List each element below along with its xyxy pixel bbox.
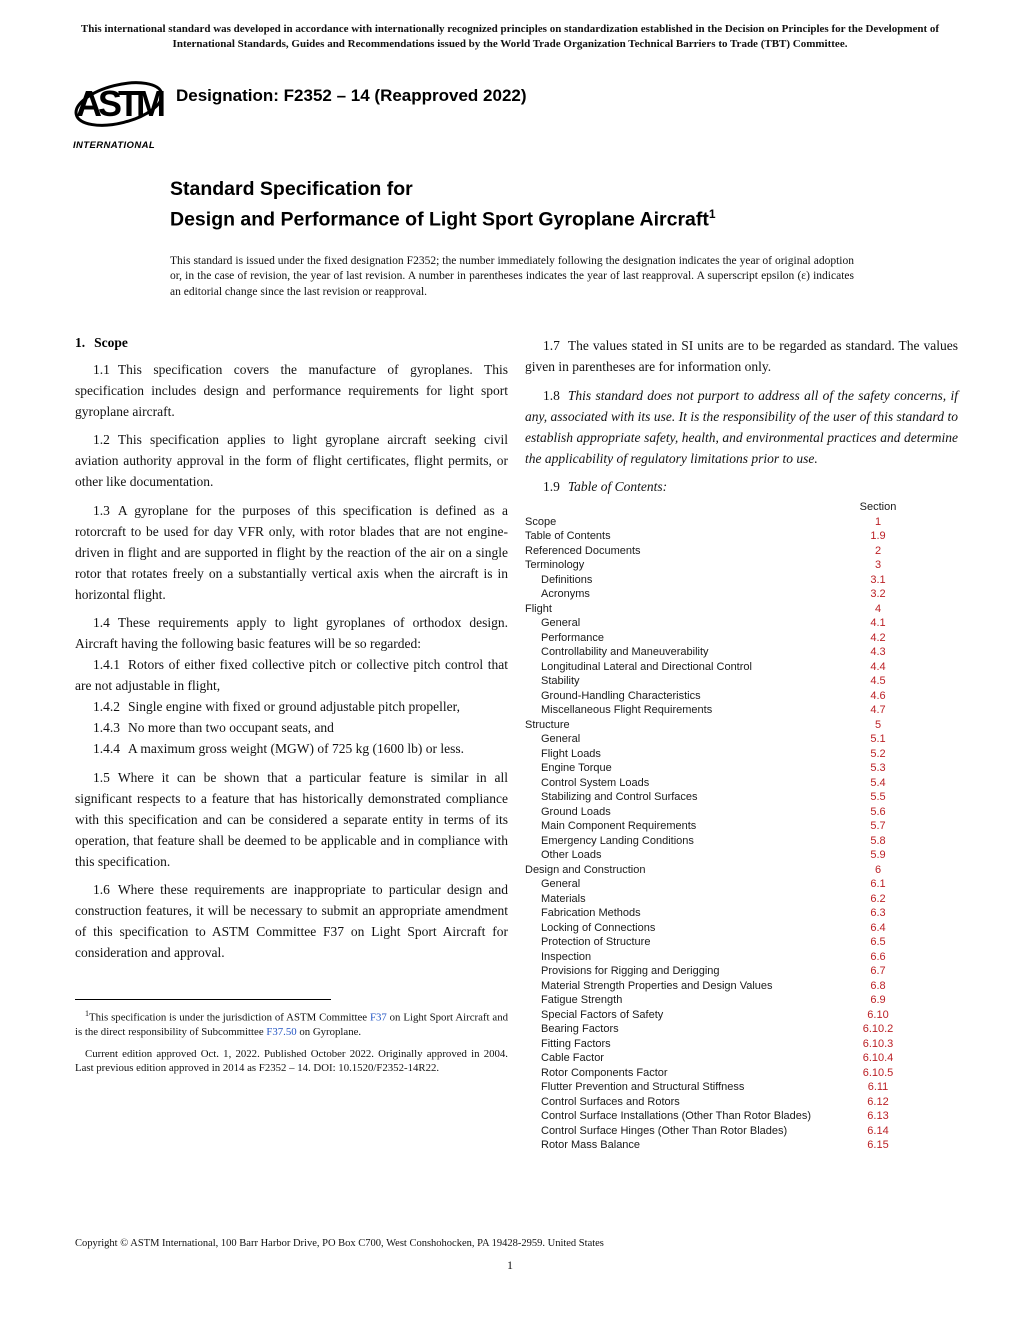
toc-entry-label: Structure	[525, 718, 570, 731]
toc-row	[525, 1109, 933, 1124]
paragraph-1-4	[75, 612, 508, 654]
toc-entry-section-link[interactable]: 5.1	[870, 733, 886, 745]
toc-entry-label: Rotor Components Factor	[541, 1066, 668, 1079]
paragraph-1-3	[75, 500, 508, 605]
toc-entry-section-link[interactable]: 5.3	[870, 762, 886, 774]
toc-entry-section-link[interactable]: 6.7	[870, 965, 886, 977]
paragraph-1-8	[525, 385, 958, 469]
paragraph-number: 1.4.3	[93, 720, 120, 735]
paragraph-number: 1.4	[93, 615, 110, 630]
document-header	[73, 70, 1020, 151]
paragraph-text: Where these requirements are inappropriate to particular design and construction features, it will be necessary to submit an appropriate amendment of this specification to ASTM Committee F37 on Light Sport Aircraft for consideration and approval.	[75, 882, 508, 960]
toc-entry-label: Locking of Connections	[541, 921, 656, 934]
paragraph-text: A maximum gross weight (MGW) of 725 kg (1600 lb) or less.	[128, 741, 464, 756]
toc-row	[525, 790, 933, 805]
paragraph-number: 1.5	[93, 769, 110, 785]
paragraph-text: This standard does not purport to address all of the safety concerns, if any, associated with its use. It is the responsibility of the user of this standard to establish appropriate safety, health, and environmental practices and determine the applicability of regulatory limitations prior to use.	[525, 387, 958, 466]
paragraph-text: Single engine with fixed or ground adjustable pitch propeller,	[128, 699, 461, 714]
designation-line: Designation: F2352 – 14 (Reapproved 2022)	[176, 86, 527, 105]
toc-row	[525, 689, 933, 704]
toc-row	[525, 1138, 933, 1153]
toc-entry-section-link[interactable]: 3	[874, 559, 882, 571]
section-1-heading	[75, 335, 508, 351]
toc-row	[525, 834, 933, 849]
toc-row	[525, 631, 933, 646]
toc-entry-label: Table of Contents	[525, 530, 611, 542]
toc-entry-section-link[interactable]: 5	[874, 718, 882, 731]
paragraph-text: This specification applies to light gyroplane aircraft seeking civil aviation authority approval in the form of flight certificates, flight permits, or other like documentation.	[75, 432, 508, 489]
toc-entry-label: Material Strength Properties and Design Values	[541, 979, 773, 992]
toc-entry-label: Protection of Structure	[541, 936, 651, 948]
document-title	[170, 177, 1020, 233]
toc-entry-label: Stabilizing and Control Surfaces	[541, 791, 698, 803]
toc-entry-label: Other Loads	[541, 849, 602, 861]
toc-entry-label: Fatigue Strength	[541, 994, 623, 1006]
paragraph-number: 1.4.4	[93, 741, 120, 756]
toc-entry-label: Flutter Prevention and Structural Stiffness	[541, 1081, 745, 1093]
toc-row	[525, 718, 933, 733]
toc-entry-section-link[interactable]: 5.7	[870, 820, 886, 832]
toc-entry-label: Fabrication Methods	[541, 907, 641, 919]
paragraph-text: Where it can be shown that a particular feature is similar in all significant respects to a feature that has historically demonstrated compliance with this specification and can be considered a separate entity in terms of its operation, that feature shall be deemed to be applicable and in compliance with this specification.	[75, 769, 508, 869]
toc-row	[525, 602, 933, 617]
toc-entry-label: Flight Loads	[541, 747, 601, 760]
toc-entry-label: Engine Torque	[541, 762, 612, 774]
paragraph-number: 1.3	[93, 502, 110, 518]
footnote-1	[75, 1007, 508, 1040]
toc-row	[525, 558, 933, 573]
paragraph-1-6	[75, 879, 508, 963]
paragraph-number: 1.6	[93, 882, 110, 897]
toc-entry-section-link[interactable]: 6.12	[867, 1095, 889, 1108]
paragraph-number: 1.4.2	[93, 699, 120, 714]
paragraph-text: This specification covers the manufacture of gyroplanes. This specification includes design and performance requirements for light sport gyroplane aircraft.	[75, 361, 508, 419]
astm-logo-subtext: INTERNATIONAL	[73, 140, 156, 151]
committee-f37-link[interactable]: F37	[369, 1011, 387, 1024]
toc-row	[525, 993, 933, 1008]
paragraph-1-4-3	[75, 717, 508, 738]
toc-row	[525, 819, 933, 834]
toc-entry-label: Miscellaneous Flight Requirements	[541, 704, 713, 716]
paragraph-number: 1.9	[543, 479, 560, 494]
subcommittee-f3750-link[interactable]: F37.50	[266, 1026, 297, 1039]
paragraph-1-4-2	[75, 696, 508, 717]
toc-row	[525, 587, 933, 602]
paragraph-number: 1.7	[543, 338, 560, 353]
toc-entry-label: Bearing Factors	[541, 1023, 619, 1035]
paragraph-text: Rotors of either fixed collective pitch or collective pitch control that are not adjustable in flight,	[75, 657, 508, 693]
toc-entry-label: Emergency Landing Conditions	[541, 834, 694, 847]
toc-row	[525, 515, 933, 530]
toc-row	[525, 877, 933, 892]
toc-entry-section-link[interactable]: 5.8	[870, 834, 886, 847]
toc-entry-label: Special Factors of Safety	[541, 1008, 664, 1021]
paragraph-1-4-4	[75, 738, 508, 759]
toc-entry-label: Rotor Mass Balance	[541, 1139, 641, 1151]
toc-row	[525, 703, 933, 718]
toc-entry-section-link[interactable]: 6.11	[867, 1081, 889, 1093]
toc-entry-label: Flight	[525, 602, 552, 615]
toc-row	[525, 1008, 933, 1023]
toc-row	[525, 1080, 933, 1095]
toc-entry-section-link[interactable]: 6.8	[870, 979, 886, 992]
paragraph-number: 1.1	[93, 361, 110, 377]
astm-logo	[73, 70, 170, 151]
toc-entry-section-link[interactable]: 4.4	[870, 660, 886, 673]
paragraph-number: 1.4.1	[93, 657, 120, 672]
toc-row	[525, 1051, 933, 1066]
toc-entry-label: Control Surfaces and Rotors	[541, 1095, 680, 1108]
toc-entry-label: Referenced Documents	[525, 544, 641, 557]
issue-note: This standard is issued under the fixed designation F2352; the number immediately following the designation indicates the year of original adoption or, in the case of revision, the year of last revision. A number in parentheses indicates the year of last reapproval. A superscript epsilon (ε) indicates an editorial change since the last revision or reapproval.	[170, 254, 854, 298]
toc-entry-label: Control Surface Hinges (Other Than Rotor Blades)	[541, 1124, 788, 1137]
toc-entry-section-link[interactable]: 4.2	[870, 631, 886, 644]
toc-row	[525, 544, 933, 559]
toc-row	[525, 805, 933, 820]
toc-entry-label: General	[541, 617, 581, 629]
toc-entry-section-link[interactable]: 4	[874, 602, 882, 615]
table-of-contents	[525, 500, 933, 1153]
toc-entry-label: Cable Factor	[541, 1052, 604, 1064]
heading-number: 1.	[75, 335, 86, 350]
toc-entry-label: Materials	[541, 892, 586, 905]
toc-entry-label: Controllability and Maneuverability	[541, 646, 709, 658]
footnote-edition: Current edition approved Oct. 1, 2022. Published October 2022. Originally approved in 2004. Last previous edition approved in 2014 as F2352 – 14. DOI: 10.1520/F2352-14R22.	[75, 1047, 508, 1075]
paragraph-1-4-1	[75, 654, 508, 696]
astm-logo-icon	[73, 70, 165, 142]
title-line-1: Standard Specification for	[170, 178, 413, 200]
footnote-separator	[75, 999, 331, 1000]
toc-entry-section-link[interactable]: 4.1	[870, 617, 886, 629]
toc-row	[525, 935, 933, 950]
toc-row	[525, 979, 933, 994]
toc-entry-section-link[interactable]: 5.6	[870, 805, 886, 818]
toc-entry-section-link[interactable]: 6.10	[867, 1008, 889, 1021]
toc-entry-section-link[interactable]: 4.7	[870, 704, 886, 716]
footnote-text: on Light Sport Aircraft and is the direct responsibility of Subcommittee	[75, 1011, 508, 1039]
paragraph-number: 1.8	[543, 387, 560, 403]
toc-row	[525, 848, 933, 863]
heading-text: Scope	[94, 335, 128, 350]
paragraph-text: Table of Contents:	[567, 479, 668, 494]
title-footnote-marker: 1	[708, 207, 716, 221]
toc-row	[525, 863, 933, 878]
paragraph-text: The values stated in SI units are to be regarded as standard. The values given in parentheses are for information only.	[525, 338, 958, 374]
toc-entry-label: Performance	[541, 631, 604, 644]
toc-row	[525, 892, 933, 907]
toc-row	[525, 747, 933, 762]
toc-entry-section-link[interactable]: 6.1	[870, 878, 886, 890]
toc-entry-label: Design and Construction	[525, 863, 646, 876]
toc-entry-section-link[interactable]: 6.5	[870, 936, 886, 948]
toc-entry-label: Stability	[541, 675, 580, 687]
toc-entry-label: Ground-Handling Characteristics	[541, 689, 701, 702]
left-column	[75, 335, 508, 1153]
toc-header-row	[525, 500, 933, 515]
toc-entry-section-link[interactable]: 6.13	[867, 1110, 889, 1122]
paragraph-1-2	[75, 429, 508, 492]
toc-entry-label: Ground Loads	[541, 805, 611, 818]
toc-entry-label: Inspection	[541, 950, 592, 963]
toc-row	[525, 660, 933, 675]
paragraph-1-7	[525, 335, 958, 377]
toc-entry-section-link[interactable]: 3.1	[870, 573, 886, 586]
toc-entry-section-link[interactable]: 6.9	[870, 994, 886, 1006]
toc-row	[525, 1022, 933, 1037]
toc-row	[525, 732, 933, 747]
toc-row	[525, 1095, 933, 1110]
toc-entry-section-link[interactable]: 6.10.2	[862, 1023, 894, 1035]
toc-row	[525, 950, 933, 965]
toc-entry-label: Control System Loads	[541, 776, 650, 789]
paragraph-text: A gyroplane for the purposes of this specification is defined as a rotorcraft to be used for day VFR only, with rotor blades that are not engine-driven in flight and are supported in flight by the reaction of the air on a single rotor that rotates freely on a substantially vertical axis when the aircraft is in horizontal flight.	[75, 502, 508, 602]
toc-header-spacer	[525, 500, 823, 515]
toc-entry-section-link[interactable]: 1.9	[870, 530, 886, 542]
toc-entry-section-link[interactable]: 6	[874, 863, 882, 876]
toc-row	[525, 645, 933, 660]
page-number: 1	[507, 1258, 513, 1272]
toc-entry-section-link[interactable]: 4.5	[870, 675, 886, 687]
toc-entry-section-link[interactable]: 6.4	[870, 921, 886, 934]
toc-row	[525, 964, 933, 979]
toc-row	[525, 573, 933, 588]
two-column-body	[0, 335, 1020, 1153]
toc-entry-label: Longitudinal Lateral and Directional Control	[541, 660, 752, 673]
toc-row	[525, 776, 933, 791]
toc-entry-section-link[interactable]: 5.5	[870, 791, 886, 803]
paragraph-1-5	[75, 767, 508, 872]
toc-entry-section-link[interactable]: 4.3	[870, 646, 886, 658]
toc-rows	[525, 515, 933, 1153]
toc-row	[525, 1124, 933, 1139]
toc-entry-label: Scope	[525, 515, 557, 528]
toc-entry-section-link[interactable]: 6.10.4	[862, 1052, 894, 1064]
footnote-text: on Gyroplane.	[296, 1026, 362, 1039]
toc-row	[525, 529, 933, 544]
toc-entry-section-link[interactable]: 6.2	[870, 892, 886, 905]
wto-disclaimer: This international standard was developed in accordance with internationally recognized principles on standardization established in the Decision on Principles for the Development of International Standards, Guides and Recommendations issued by the World Trade Organization Technical Barriers to Trade (TBT) Committee.	[80, 23, 940, 50]
toc-entry-label: Provisions for Rigging and Derigging	[541, 965, 720, 977]
toc-entry-label: Control Surface Installations (Other Than Rotor Blades)	[541, 1110, 812, 1122]
toc-row	[525, 921, 933, 936]
toc-entry-section-link[interactable]: 5.2	[870, 747, 886, 760]
toc-entry-label: Acronyms	[541, 588, 590, 600]
toc-entry-section-link[interactable]: 6.3	[870, 907, 886, 919]
toc-row	[525, 1066, 933, 1081]
toc-entry-section-link[interactable]: 6.10.3	[862, 1037, 894, 1050]
toc-row	[525, 906, 933, 921]
astm-logo-text: ASTM	[76, 83, 162, 124]
toc-row	[525, 761, 933, 776]
toc-entry-label: Main Component Requirements	[541, 820, 697, 832]
toc-entry-section-link[interactable]: 6.10.5	[862, 1066, 894, 1079]
toc-section-header: Section	[859, 501, 897, 513]
footnote-marker: 1	[85, 1009, 89, 1018]
toc-entry-section-link[interactable]: 5.9	[870, 849, 886, 861]
toc-entry-section-link[interactable]: 2	[874, 544, 882, 557]
right-column	[525, 335, 958, 1153]
toc-entry-label: Terminology	[525, 559, 585, 571]
toc-entry-section-link[interactable]: 3.2	[870, 588, 886, 600]
toc-entry-section-link[interactable]: 4.6	[870, 689, 886, 702]
toc-entry-label: General	[541, 878, 581, 890]
paragraph-number: 1.2	[93, 432, 110, 447]
toc-row	[525, 1037, 933, 1052]
toc-row	[525, 616, 933, 631]
toc-entry-section-link[interactable]: 6.6	[870, 950, 886, 963]
title-line-2: Design and Performance of Light Sport Gyroplane Aircraft$^1$	[170, 207, 716, 231]
footnote-text: This specification is under the jurisdiction of ASTM Committee	[89, 1011, 370, 1024]
paragraph-text: These requirements apply to light gyroplanes of orthodox design. Aircraft having the following basic features will be so regarded:	[75, 615, 508, 651]
toc-entry-section-link[interactable]: 5.4	[870, 776, 886, 789]
toc-row	[525, 674, 933, 689]
copyright-line: Copyright © ASTM International, 100 Barr Harbor Drive, PO Box C700, West Conshohocken, PA 19428-2959. United States	[75, 1238, 604, 1249]
toc-entry-section-link[interactable]: 1	[874, 515, 882, 528]
toc-entry-label: General	[541, 733, 581, 745]
toc-entry-section-link[interactable]: 6.14	[867, 1124, 889, 1137]
toc-entry-section-link[interactable]: 6.15	[867, 1139, 889, 1151]
paragraph-1-9	[525, 476, 958, 497]
toc-entry-label: Fitting Factors	[541, 1037, 611, 1050]
toc-entry-label: Definitions	[541, 573, 593, 586]
paragraph-text: No more than two occupant seats, and	[128, 720, 334, 735]
paragraph-1-1	[75, 359, 508, 422]
